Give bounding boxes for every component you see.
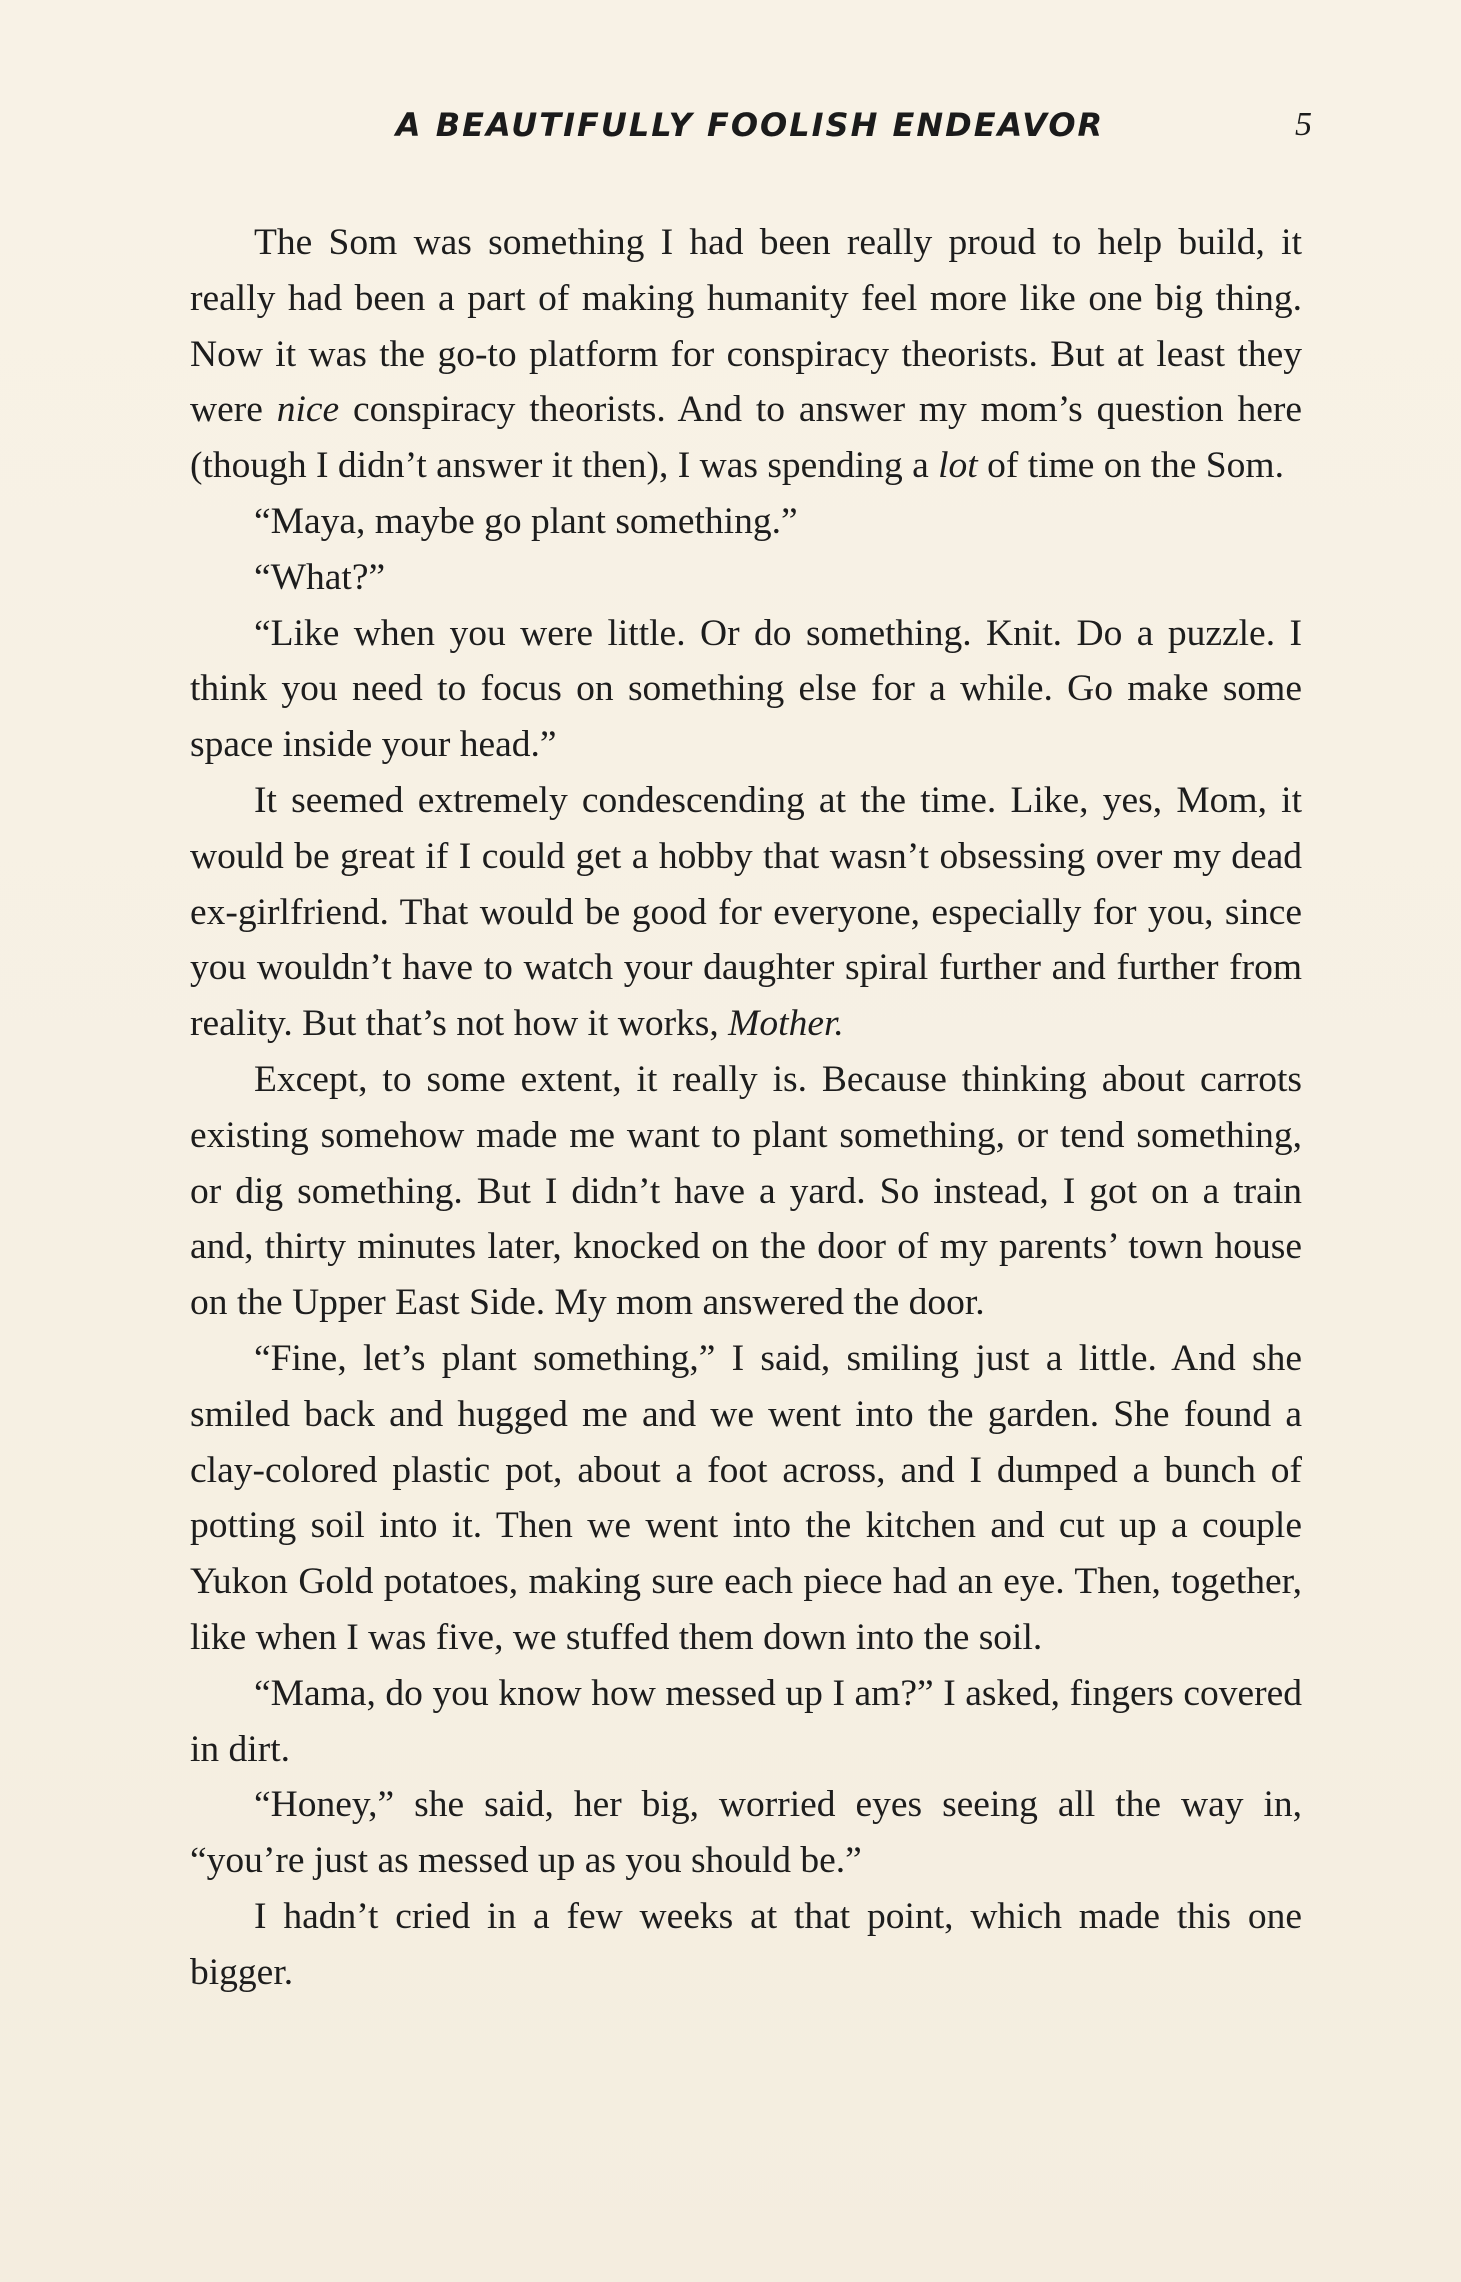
- paragraph: [190, 1052, 1302, 1331]
- running-title: A BEAUTIFULLY FOOLISH ENDEAVOR: [395, 106, 1105, 144]
- text-run: “Fine, let’s plant something,” I said, smiling just a little. And she smiled back and hugged me and we went into the garden. She found a clay-colored plastic pot, about a foot across, and I dumped a bunch of potting soil into it. Then we went into the kitchen and cut up a couple Yukon Gold potatoes, making sure each piece had an eye. Then, together, like when I was five, we stuffed them down into the soil.: [190, 1337, 1302, 1658]
- text-run: It seemed extremely condescending at the time. Like, yes, Mom, it would be great if I could get a hobby that wasn’t obsessing over my dead ex-girlfriend. That would be good for everyone, especially for you, since you wouldn’t have to watch your daughter spiral further and further from reality. But that’s not how it works,: [190, 779, 1302, 1045]
- text-run: of time on the Som.: [977, 445, 1284, 487]
- paragraph: [190, 773, 1302, 1052]
- paragraph: [190, 1666, 1302, 1778]
- text-run: conspiracy theorists. And to answer my mom’s question here (though I didn’t answer it then), I was spending a: [190, 389, 1302, 487]
- paragraph: [190, 1777, 1302, 1889]
- italic-text: Mother.: [728, 1003, 844, 1045]
- paragraph: [190, 1331, 1302, 1666]
- text-run: “Honey,” she said, her big, worried eyes seeing all the way in, “you’re just as messed up as you should be.”: [190, 1784, 1302, 1882]
- page-number: 5: [1295, 106, 1312, 143]
- text-run: “Like when you were little. Or do something. Knit. Do a puzzle. I think you need to focus on something else for a while. Go make some space inside your head.”: [190, 612, 1302, 766]
- text-run: I hadn’t cried in a few weeks at that point, which made this one bigger.: [190, 1895, 1302, 1993]
- paragraph: [190, 1889, 1302, 2001]
- paragraph: [190, 215, 1302, 494]
- text-run: Except, to some extent, it really is. Because thinking about carrots existing somehow made me want to plant something, or tend something, or dig something. But I didn’t have a yard. So instead, I got on a train and, thirty minutes later, knocked on the door of my parents’ town house on the Upper East Side. My mom answered the door.: [190, 1058, 1302, 1324]
- text-run: “Maya, maybe go plant something.”: [254, 500, 798, 542]
- running-head: [190, 100, 1310, 150]
- text-run: The Som was something I had been really proud to help build, it really had been a part of making humanity feel more like one big thing. Now it was the go-to platform for conspiracy theorists. But at least they were: [190, 222, 1302, 431]
- text-run: “What?”: [254, 556, 386, 598]
- paragraph: [190, 494, 1302, 550]
- italic-text: nice: [276, 389, 340, 431]
- body-text: [190, 215, 1302, 2001]
- italic-text: lot: [938, 445, 978, 487]
- paragraph: [190, 550, 1302, 606]
- paragraph: [190, 606, 1302, 773]
- text-run: “Mama, do you know how messed up I am?” I asked, fingers covered in dirt.: [190, 1672, 1302, 1770]
